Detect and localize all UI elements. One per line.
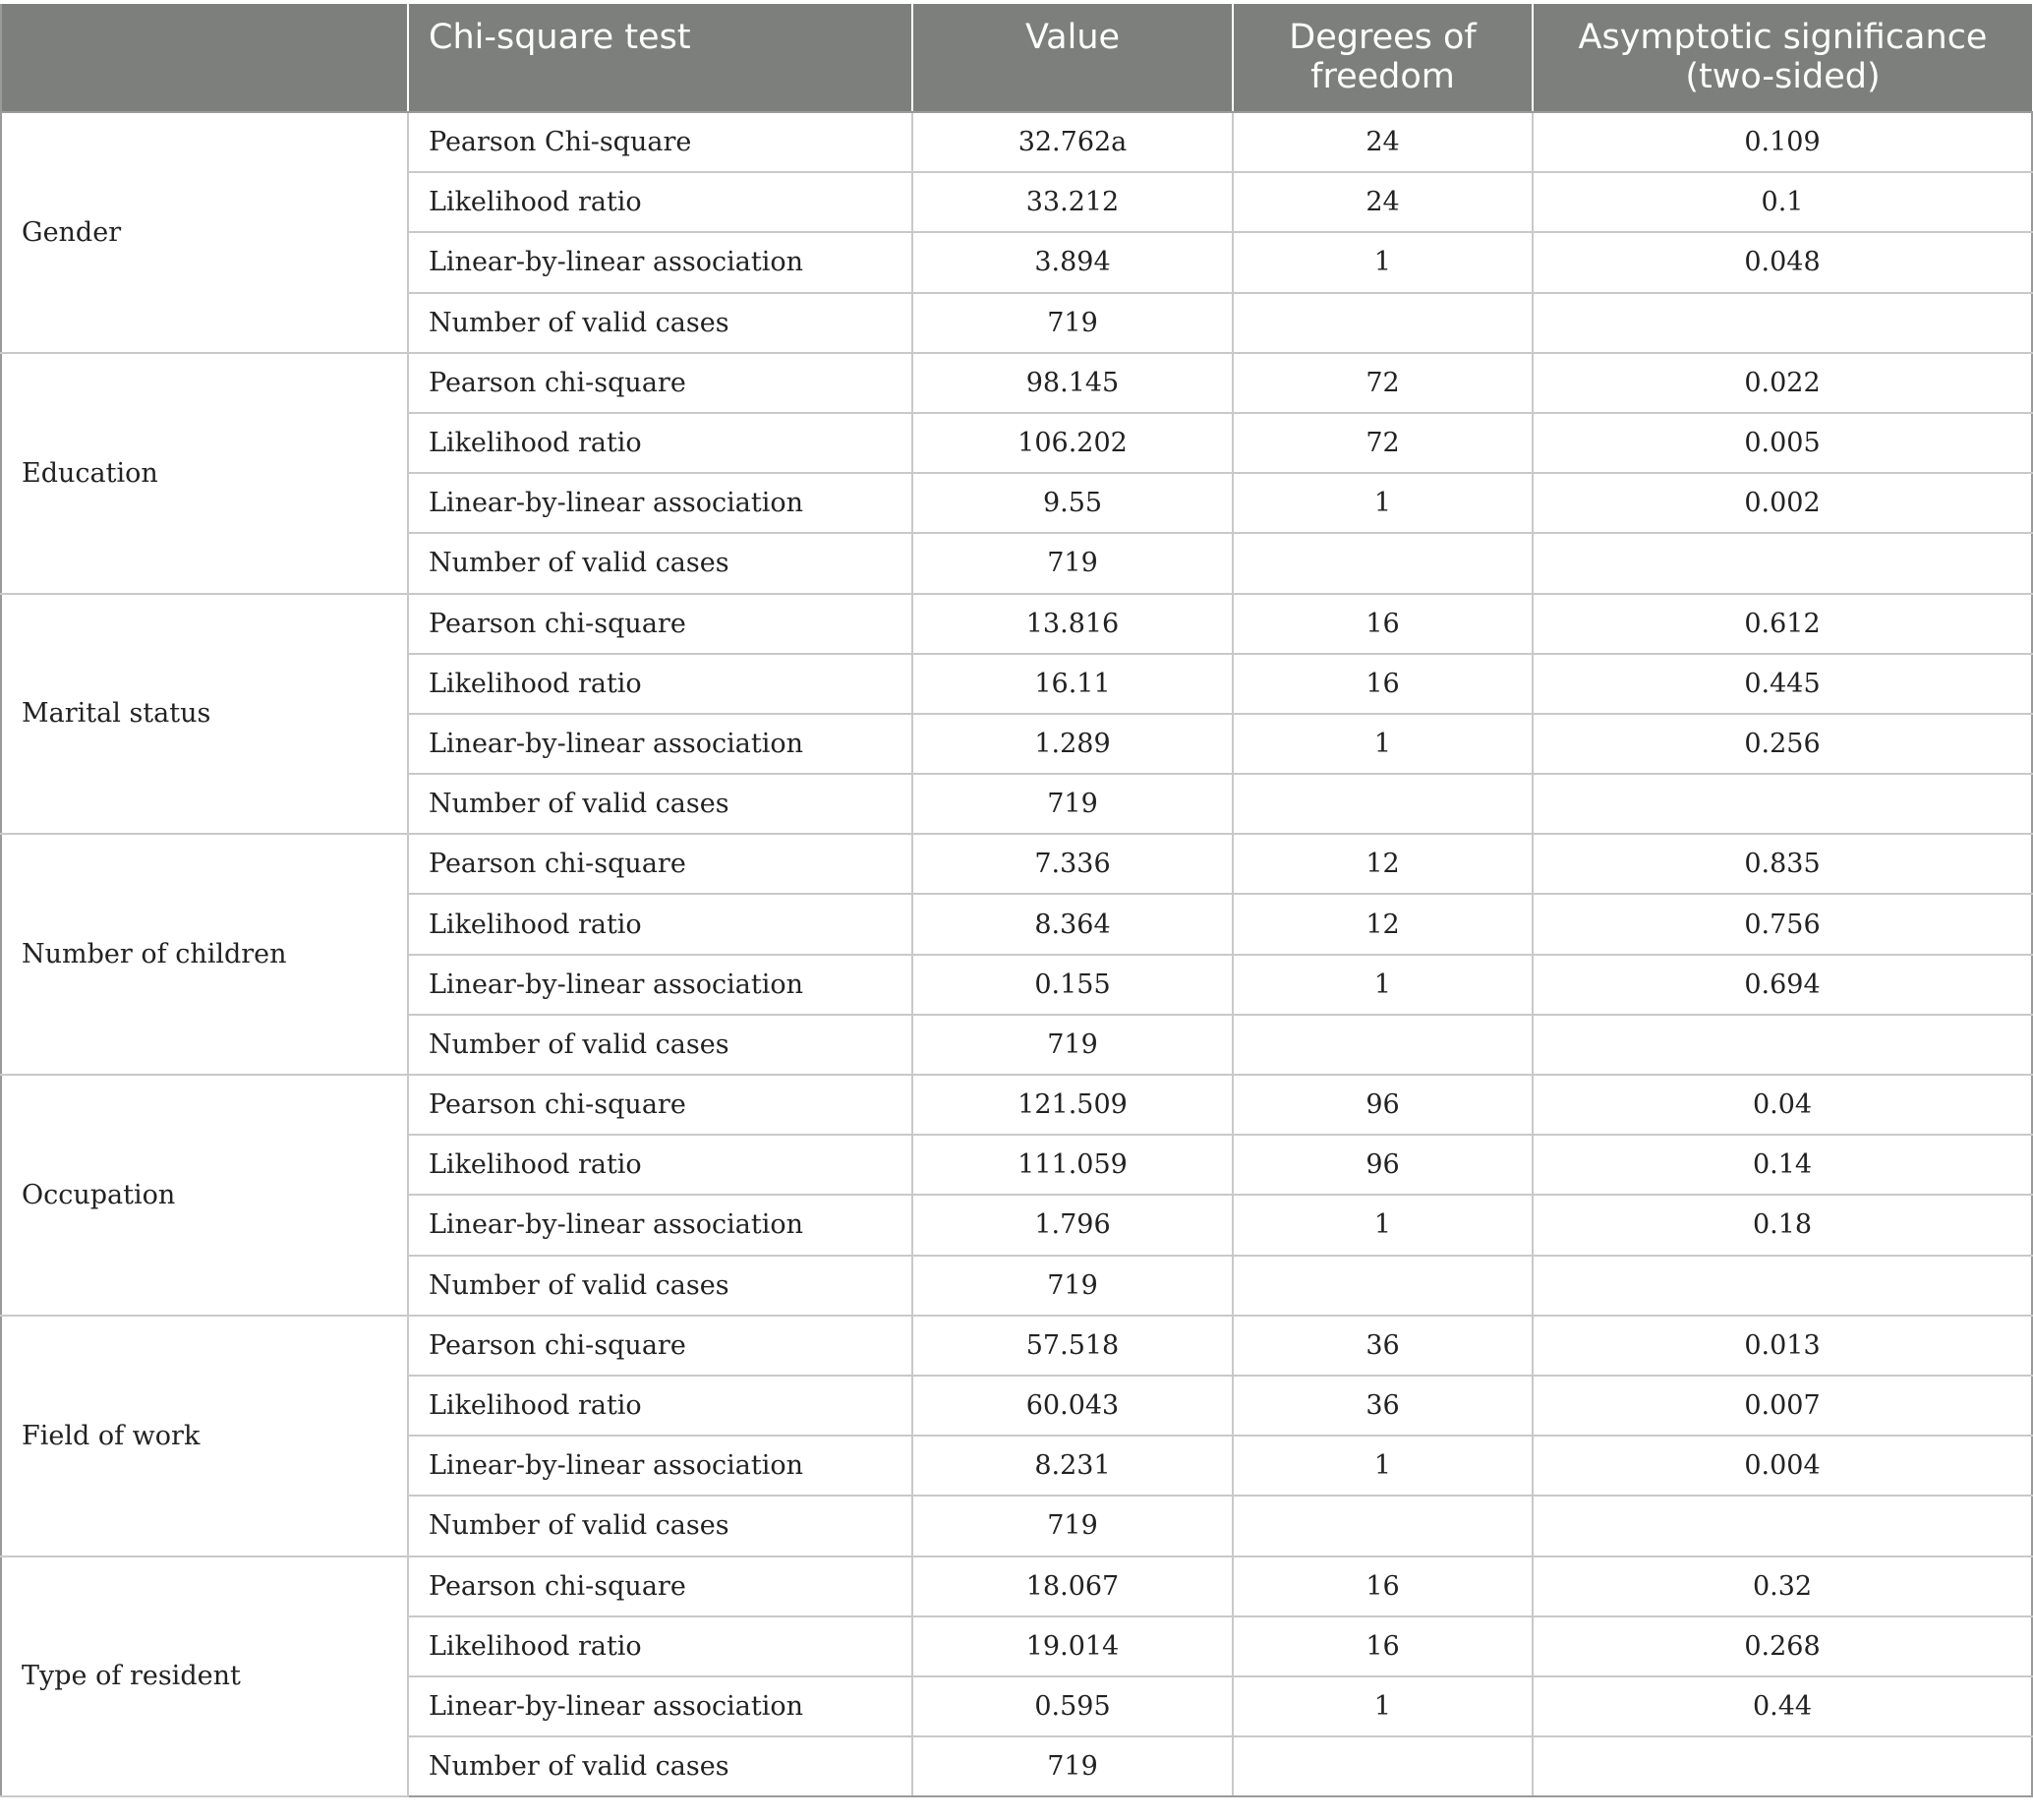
df-cell: 72 xyxy=(1233,353,1533,413)
significance-cell: 0.694 xyxy=(1533,955,2032,1015)
df-cell xyxy=(1233,1015,1533,1075)
test-name-cell: Pearson Chi-square xyxy=(408,112,912,172)
value-cell: 18.067 xyxy=(912,1556,1233,1616)
significance-cell: 0.022 xyxy=(1533,353,2032,413)
df-cell: 1 xyxy=(1233,1195,1533,1255)
table-row xyxy=(1,112,2032,172)
df-cell: 1 xyxy=(1233,1676,1533,1736)
test-name-cell: Number of valid cases xyxy=(408,1015,912,1075)
table-row xyxy=(1,1316,2032,1376)
test-name-cell: Likelihood ratio xyxy=(408,894,912,954)
df-cell xyxy=(1233,1256,1533,1316)
test-name-cell: Linear-by-linear association xyxy=(408,955,912,1015)
df-cell: 16 xyxy=(1233,654,1533,714)
significance-cell: 0.612 xyxy=(1533,594,2032,654)
df-cell xyxy=(1233,1496,1533,1556)
table-row xyxy=(1,1556,2032,1616)
value-cell: 3.894 xyxy=(912,232,1233,292)
test-name-cell: Linear-by-linear association xyxy=(408,1676,912,1736)
df-cell: 16 xyxy=(1233,1556,1533,1616)
df-cell xyxy=(1233,1736,1533,1796)
value-cell: 8.231 xyxy=(912,1436,1233,1496)
significance-cell: 0.44 xyxy=(1533,1676,2032,1736)
test-name-cell: Likelihood ratio xyxy=(408,1376,912,1436)
test-name-cell: Pearson chi-square xyxy=(408,594,912,654)
df-cell: 16 xyxy=(1233,1616,1533,1676)
significance-cell: 0.835 xyxy=(1533,834,2032,894)
value-cell: 32.762a xyxy=(912,112,1233,172)
value-cell: 9.55 xyxy=(912,473,1233,533)
significance-cell: 0.048 xyxy=(1533,232,2032,292)
value-cell: 1.289 xyxy=(912,714,1233,774)
significance-cell: 0.004 xyxy=(1533,1436,2032,1496)
df-cell: 1 xyxy=(1233,714,1533,774)
value-cell: 719 xyxy=(912,1256,1233,1316)
df-cell xyxy=(1233,293,1533,353)
value-cell: 719 xyxy=(912,1736,1233,1796)
value-cell: 7.336 xyxy=(912,834,1233,894)
df-cell: 12 xyxy=(1233,834,1533,894)
test-name-cell: Number of valid cases xyxy=(408,1496,912,1556)
significance-cell xyxy=(1533,774,2032,834)
test-name-cell: Pearson chi-square xyxy=(408,353,912,413)
significance-cell xyxy=(1533,533,2032,593)
value-cell: 33.212 xyxy=(912,172,1233,232)
significance-cell xyxy=(1533,1256,2032,1316)
df-cell: 1 xyxy=(1233,1436,1533,1496)
value-cell: 719 xyxy=(912,774,1233,834)
test-name-cell: Linear-by-linear association xyxy=(408,232,912,292)
significance-cell: 0.445 xyxy=(1533,654,2032,714)
chi-square-table-container xyxy=(0,4,2031,1797)
value-cell: 8.364 xyxy=(912,894,1233,954)
test-name-cell: Linear-by-linear association xyxy=(408,1436,912,1496)
value-cell: 719 xyxy=(912,533,1233,593)
significance-cell: 0.14 xyxy=(1533,1135,2032,1195)
table-body xyxy=(1,112,2032,1796)
header-row xyxy=(1,4,2032,112)
df-cell: 1 xyxy=(1233,232,1533,292)
significance-cell: 0.002 xyxy=(1533,473,2032,533)
df-cell: 72 xyxy=(1233,413,1533,473)
group-label: Occupation xyxy=(1,1075,408,1316)
significance-cell xyxy=(1533,1015,2032,1075)
table-row xyxy=(1,834,2032,894)
header-degrees-of-freedom: Degrees of freedom xyxy=(1233,4,1533,112)
test-name-cell: Number of valid cases xyxy=(408,293,912,353)
value-cell: 719 xyxy=(912,1496,1233,1556)
test-name-cell: Number of valid cases xyxy=(408,774,912,834)
significance-cell xyxy=(1533,1736,2032,1796)
df-cell: 1 xyxy=(1233,955,1533,1015)
df-cell xyxy=(1233,533,1533,593)
significance-cell xyxy=(1533,1496,2032,1556)
value-cell: 13.816 xyxy=(912,594,1233,654)
value-cell: 19.014 xyxy=(912,1616,1233,1676)
significance-cell: 0.256 xyxy=(1533,714,2032,774)
test-name-cell: Number of valid cases xyxy=(408,1256,912,1316)
group-label: Education xyxy=(1,353,408,594)
significance-cell: 0.756 xyxy=(1533,894,2032,954)
value-cell: 0.595 xyxy=(912,1676,1233,1736)
test-name-cell: Linear-by-linear association xyxy=(408,714,912,774)
value-cell: 121.509 xyxy=(912,1075,1233,1135)
test-name-cell: Number of valid cases xyxy=(408,533,912,593)
value-cell: 0.155 xyxy=(912,955,1233,1015)
group-label: Number of children xyxy=(1,834,408,1075)
df-cell: 24 xyxy=(1233,112,1533,172)
test-name-cell: Pearson chi-square xyxy=(408,1316,912,1376)
table-header xyxy=(1,4,2032,112)
df-cell: 1 xyxy=(1233,473,1533,533)
significance-cell: 0.005 xyxy=(1533,413,2032,473)
value-cell: 60.043 xyxy=(912,1376,1233,1436)
test-name-cell: Likelihood ratio xyxy=(408,1616,912,1676)
test-name-cell: Linear-by-linear association xyxy=(408,473,912,533)
df-cell: 12 xyxy=(1233,894,1533,954)
test-name-cell: Likelihood ratio xyxy=(408,654,912,714)
chi-square-table xyxy=(0,4,2033,1797)
df-cell: 36 xyxy=(1233,1316,1533,1376)
significance-cell: 0.268 xyxy=(1533,1616,2032,1676)
significance-cell: 0.013 xyxy=(1533,1316,2032,1376)
value-cell: 719 xyxy=(912,1015,1233,1075)
header-group xyxy=(1,4,408,112)
group-label: Marital status xyxy=(1,594,408,835)
group-label: Field of work xyxy=(1,1316,408,1556)
significance-cell xyxy=(1533,293,2032,353)
header-chi-square-test: Chi-square test xyxy=(408,4,912,112)
test-name-cell: Likelihood ratio xyxy=(408,172,912,232)
significance-cell: 0.18 xyxy=(1533,1195,2032,1255)
header-asymptotic-significance: Asymptotic significance (two-sided) xyxy=(1533,4,2032,112)
significance-cell: 0.1 xyxy=(1533,172,2032,232)
df-cell: 96 xyxy=(1233,1075,1533,1135)
significance-cell: 0.007 xyxy=(1533,1376,2032,1436)
value-cell: 98.145 xyxy=(912,353,1233,413)
df-cell: 16 xyxy=(1233,594,1533,654)
value-cell: 57.518 xyxy=(912,1316,1233,1376)
value-cell: 16.11 xyxy=(912,654,1233,714)
significance-cell: 0.109 xyxy=(1533,112,2032,172)
group-label: Gender xyxy=(1,112,408,353)
df-cell: 96 xyxy=(1233,1135,1533,1195)
significance-cell: 0.32 xyxy=(1533,1556,2032,1616)
test-name-cell: Likelihood ratio xyxy=(408,413,912,473)
df-cell: 24 xyxy=(1233,172,1533,232)
test-name-cell: Pearson chi-square xyxy=(408,1075,912,1135)
significance-cell: 0.04 xyxy=(1533,1075,2032,1135)
value-cell: 1.796 xyxy=(912,1195,1233,1255)
table-row xyxy=(1,594,2032,654)
test-name-cell: Linear-by-linear association xyxy=(408,1195,912,1255)
test-name-cell: Pearson chi-square xyxy=(408,1556,912,1616)
value-cell: 719 xyxy=(912,293,1233,353)
value-cell: 111.059 xyxy=(912,1135,1233,1195)
value-cell: 106.202 xyxy=(912,413,1233,473)
test-name-cell: Pearson chi-square xyxy=(408,834,912,894)
header-value: Value xyxy=(912,4,1233,112)
test-name-cell: Number of valid cases xyxy=(408,1736,912,1796)
df-cell: 36 xyxy=(1233,1376,1533,1436)
df-cell xyxy=(1233,774,1533,834)
table-row xyxy=(1,353,2032,413)
group-label: Type of resident xyxy=(1,1556,408,1797)
table-row xyxy=(1,1075,2032,1135)
test-name-cell: Likelihood ratio xyxy=(408,1135,912,1195)
